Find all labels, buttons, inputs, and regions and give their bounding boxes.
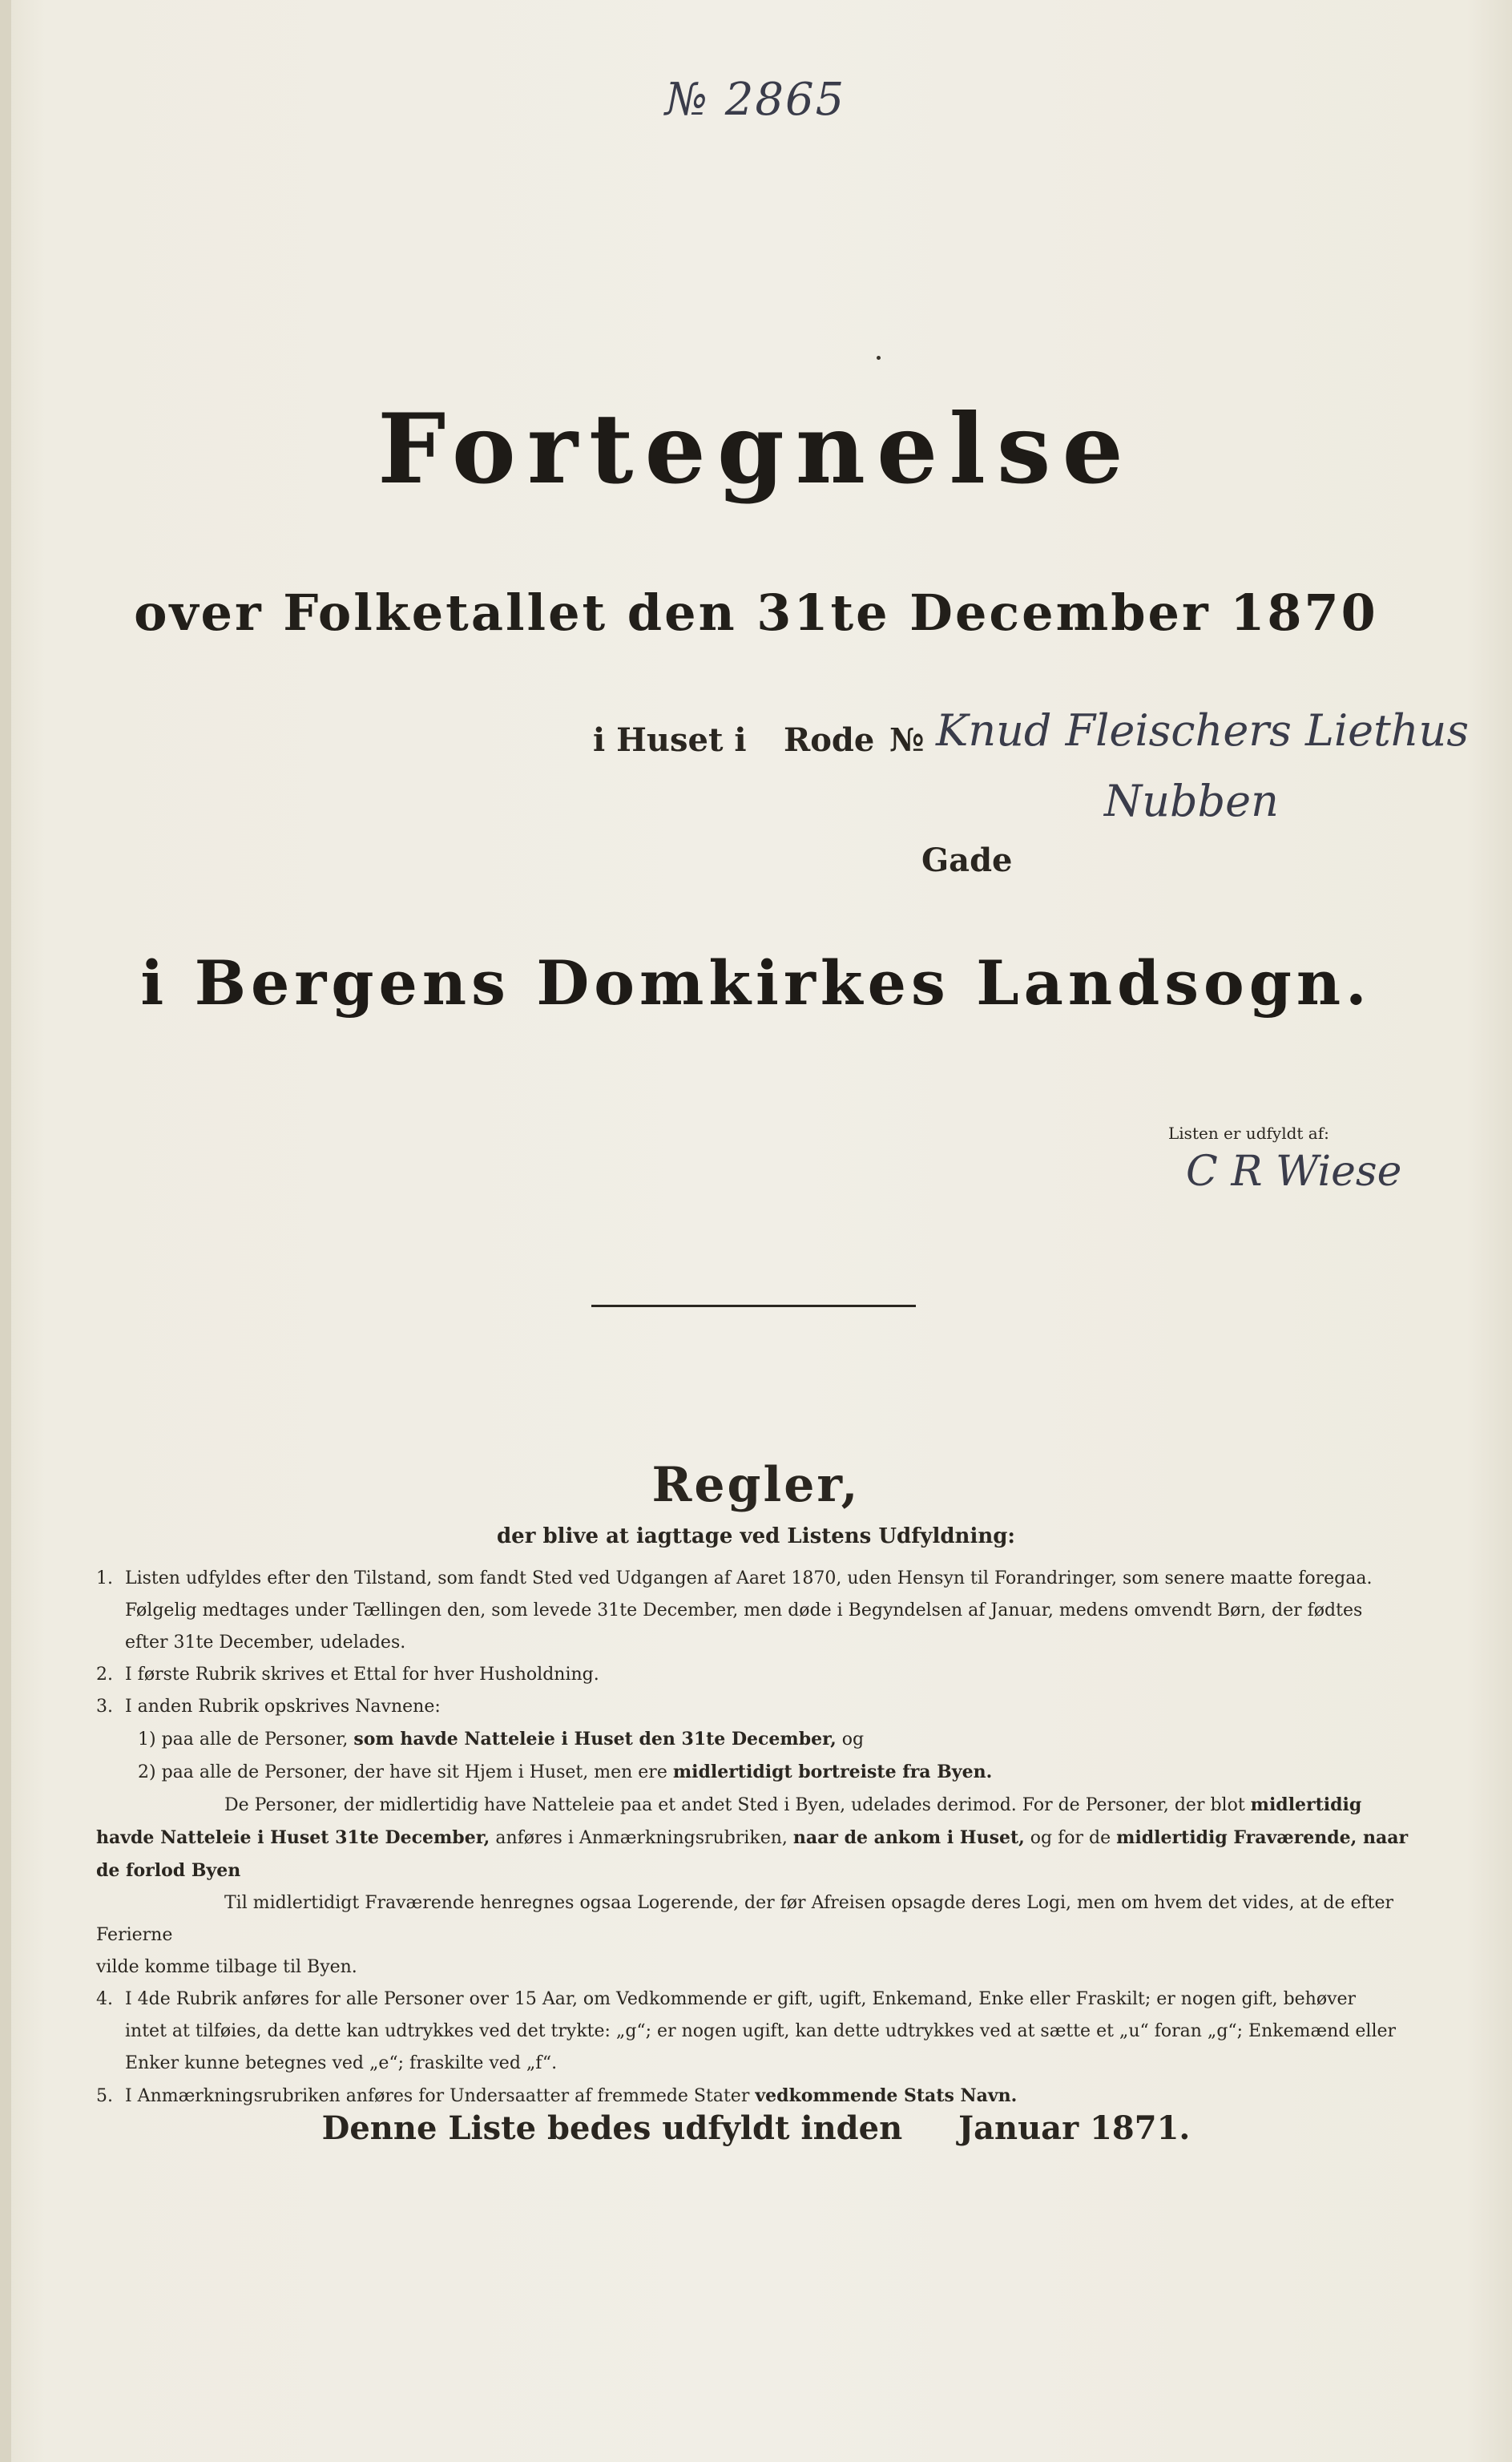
rules-subheading: der blive at iagttage ved Listens Udfyldning:: [496, 1524, 1016, 1548]
page-edge: [0, 0, 11, 2462]
parish-name: i Bergens Domkirkes Landsogn.: [140, 947, 1372, 1019]
rule-4-line-2: intet at tilføies, da dette kan udtrykkes ved det trykte: „g“; er nogen ugift, kan dette udtrykkes ved at sætte et „u“ foran „g“; Enkemænd eller: [125, 2021, 1397, 2041]
rule-4-line-3: Enker kunne betegnes ved „e“; fraskilte ved „f“.: [125, 2053, 558, 2073]
rule-3-item-2: 2) paa alle de Personer, der have sit Hjem i Huset, men ere midlertidigt bortreiste fra Byen.: [138, 1762, 993, 1782]
rule-3-paragraph-2-line-2: vilde komme tilbage til Byen.: [96, 1957, 357, 1977]
number-label: №: [889, 721, 925, 759]
rule-1-line-3: efter 31te December, udelades.: [125, 1633, 406, 1653]
house-label: i Huset i: [593, 721, 747, 759]
rode-label: Rode: [784, 721, 875, 759]
rule-1-line-2: Følgelig medtages under Tællingen den, som levede 31te December, men døde i Begyndelsen af Januar, medens omvendt Børn, der fødtes: [125, 1600, 1363, 1620]
filled-by-signature: C R Wiese: [1186, 1148, 1402, 1196]
form-title: Fortegnelse: [377, 393, 1135, 506]
rule-3-paragraph-1: De Personer, der midlertidig have Natteleie paa et andet Sted i Byen, udelades derimod. For de Personer, der blot midlertidig havde Natteleie i Huset 31te December, anføres i Anmærkningsrubriken, naar de ankom i Huset, og for de midlertidig Fraværende, naar de forlod Byen: [96, 1794, 1409, 1881]
filled-by-label: Listen er udfyldt af:: [1168, 1124, 1329, 1143]
rule-3-paragraph-2-line-1: Til midlertidigt Fraværende henregnes ogsaa Logerende, der før Afreisen opsagde deres Logi, men om hvem det vides, at de efter Ferierne: [96, 1893, 1394, 1945]
form-subtitle: over Folketallet den 31te December 1870: [134, 583, 1378, 642]
divider-line: [591, 1305, 916, 1307]
rules-heading: Regler,: [651, 1457, 861, 1513]
rules-list: [96, 1563, 1410, 2113]
rule-1-line-1: 1. Listen udfyldes efter den Tilstand, som fandt Sted ved Udgangen af Aaret 1870, uden Hensyn til Forandringer, som senere maatte foregaa.: [96, 1568, 1373, 1588]
deadline-line: Denne Liste bedes udfyldt inden Januar 1871.: [321, 2109, 1191, 2147]
rule-5: 5. I Anmærkningsrubriken anføres for Undersaatter af fremmede Stater vedkommende Stats Navn.: [96, 2085, 1018, 2106]
handwritten-street-entry: Nubben: [1104, 776, 1279, 826]
document-number: № 2865: [665, 74, 846, 126]
rule-3-item-1: 1) paa alle de Personer, som havde Natteleie i Huset den 31te December, og: [138, 1729, 865, 1750]
rule-2: 2. I første Rubrik skrives et Ettal for hver Husholdning.: [96, 1665, 599, 1685]
rule-4-line-1: 4. I 4de Rubrik anføres for alle Personer over 15 Aar, om Vedkommende er gift, ugift, Enkemand, Enke eller Fraskilt; er nogen gift, behøver: [96, 1989, 1357, 2009]
handwritten-rode-entry: Knud Fleischers Liethus: [936, 705, 1470, 756]
street-label: Gade: [921, 842, 1013, 879]
ink-dot: [877, 356, 881, 360]
rule-3: 3. I anden Rubrik opskrives Navnene:: [96, 1697, 441, 1717]
